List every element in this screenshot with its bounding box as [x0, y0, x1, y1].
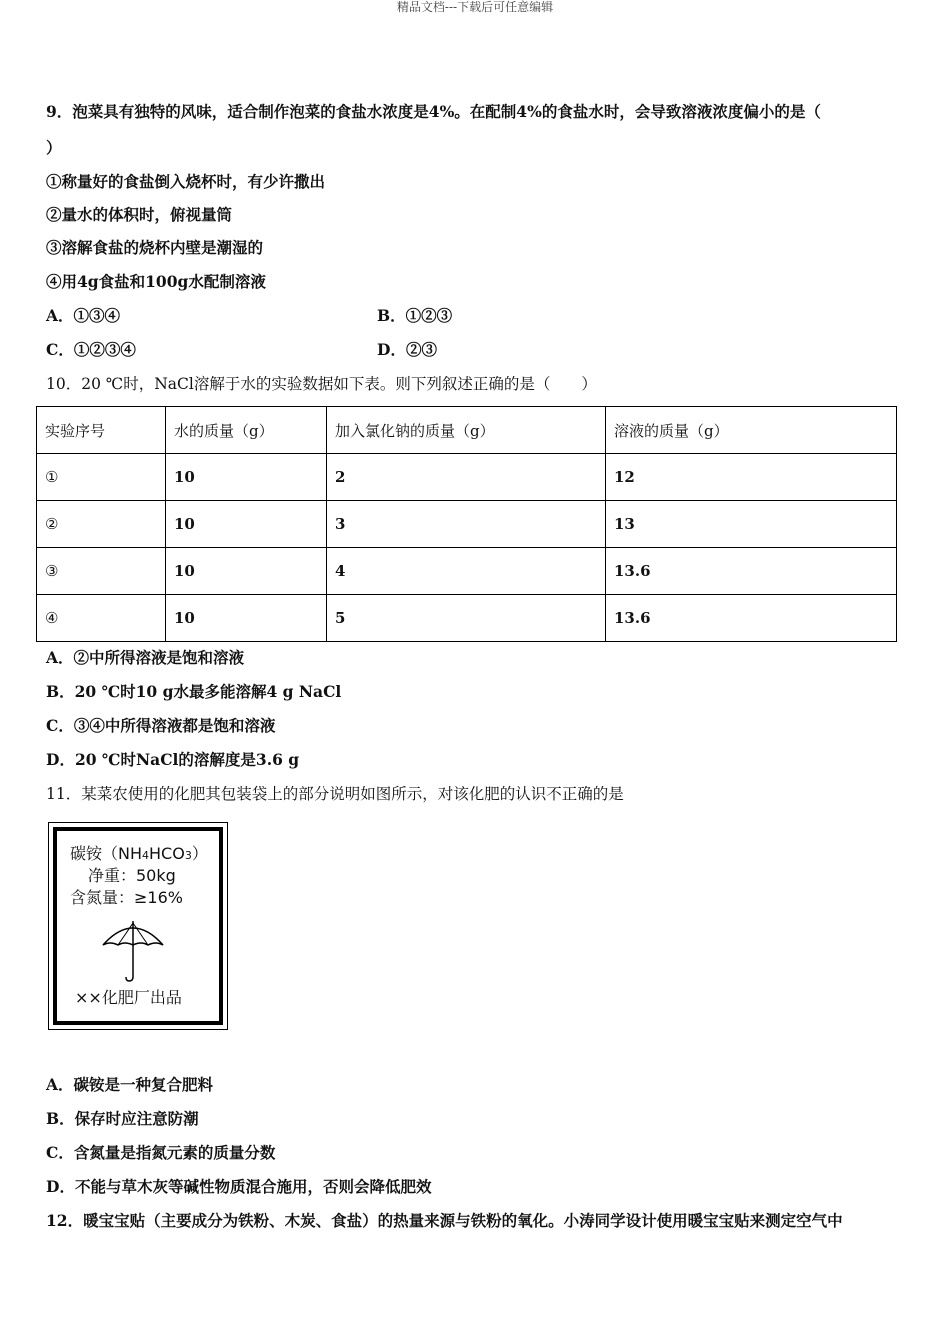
q11-option-b: B．保存时应注意防潮	[46, 1109, 199, 1128]
q10-option-b: B．20 ℃时10 g水最多能溶解4 g NaCl	[46, 682, 342, 701]
q10-option-a: A．②中所得溶液是饱和溶液	[46, 648, 245, 667]
table-row	[37, 548, 897, 595]
table-cell: 3	[327, 501, 606, 548]
umbrella-icon	[101, 917, 165, 983]
page-header: 精品文档---下载后可任意编辑	[396, 0, 554, 14]
table-cell: 4	[327, 548, 606, 595]
q12-stem: 12．暖宝宝贴（主要成分为铁粉、木炭、食盐）的热量来源与铁粉的氧化。小涛同学设计使用暖宝宝贴来测定空气中	[46, 1211, 843, 1230]
q9-item-3: ③溶解食盐的烧杯内壁是潮湿的	[46, 238, 264, 257]
q9-option-c: C．①②③④	[46, 340, 136, 359]
table-cell: ③	[37, 548, 166, 595]
table-cell: ①	[37, 454, 166, 501]
table-cell: 10	[166, 454, 327, 501]
table-row	[37, 454, 897, 501]
net-weight: 净重：50kg	[88, 866, 176, 885]
manufacturer: ××化肥厂出品	[75, 988, 182, 1007]
q9-option-b: B．①②③	[377, 306, 453, 325]
fertilizer-label-frame	[53, 827, 223, 1025]
q11-option-a: A．碳铵是一种复合肥料	[46, 1075, 214, 1094]
table-cell: ④	[37, 595, 166, 642]
table-header: 实验序号	[37, 407, 166, 454]
q11-stem: 11．某菜农使用的化肥其包装袋上的部分说明如图所示，对该化肥的认识不正确的是	[46, 785, 624, 803]
q10-option-d: D．20 ℃时NaCl的溶解度是3.6 g	[46, 750, 300, 769]
q9-option-a: A．①③④	[46, 306, 121, 325]
table-cell: 12	[606, 454, 897, 501]
q9-item-2: ②量水的体积时，俯视量筒	[46, 205, 233, 224]
nitrogen-content: 含氮量：≥16%	[70, 888, 183, 907]
table-cell: 10	[166, 595, 327, 642]
table-cell: 10	[166, 501, 327, 548]
q9-item-1: ①称量好的食盐倒入烧杯时，有少许撒出	[46, 172, 326, 191]
table-cell: 13	[606, 501, 897, 548]
q9-item-4: ④用4g食盐和100g水配制溶液	[46, 272, 266, 291]
q11-option-c: C．含氮量是指氮元素的质量分数	[46, 1143, 276, 1162]
table-row	[37, 501, 897, 548]
q9-option-d: D．②③	[377, 340, 437, 359]
fertilizer-label	[48, 822, 228, 1030]
table-row	[37, 595, 897, 642]
fertilizer-name: 碳铵（NH4HCO3）	[70, 844, 208, 863]
q9-stem: 9．泡菜具有独特的风味，适合制作泡菜的食盐水浓度是4%。在配制4%的食盐水时，会导致溶液浓度偏小的是（	[46, 102, 821, 121]
table-header: 加入氯化钠的质量（g）	[327, 407, 606, 454]
table-cell: 5	[327, 595, 606, 642]
q10-option-c: C．③④中所得溶液都是饱和溶液	[46, 716, 276, 735]
table-cell: 2	[327, 454, 606, 501]
experiment-table	[36, 406, 897, 642]
table-cell: 13.6	[606, 595, 897, 642]
table-header-row	[37, 407, 897, 454]
table-header: 水的质量（g）	[166, 407, 327, 454]
table-header: 溶液的质量（g）	[606, 407, 897, 454]
table-cell: 10	[166, 548, 327, 595]
table-cell: ②	[37, 501, 166, 548]
q9-stem-end: ）	[46, 138, 62, 157]
table-cell: 13.6	[606, 548, 897, 595]
q11-option-d: D．不能与草木灰等碱性物质混合施用，否则会降低肥效	[46, 1177, 432, 1196]
q10-stem: 10．20 ℃时，NaCl溶解于水的实验数据如下表。则下列叙述正确的是（ ）	[46, 375, 597, 393]
